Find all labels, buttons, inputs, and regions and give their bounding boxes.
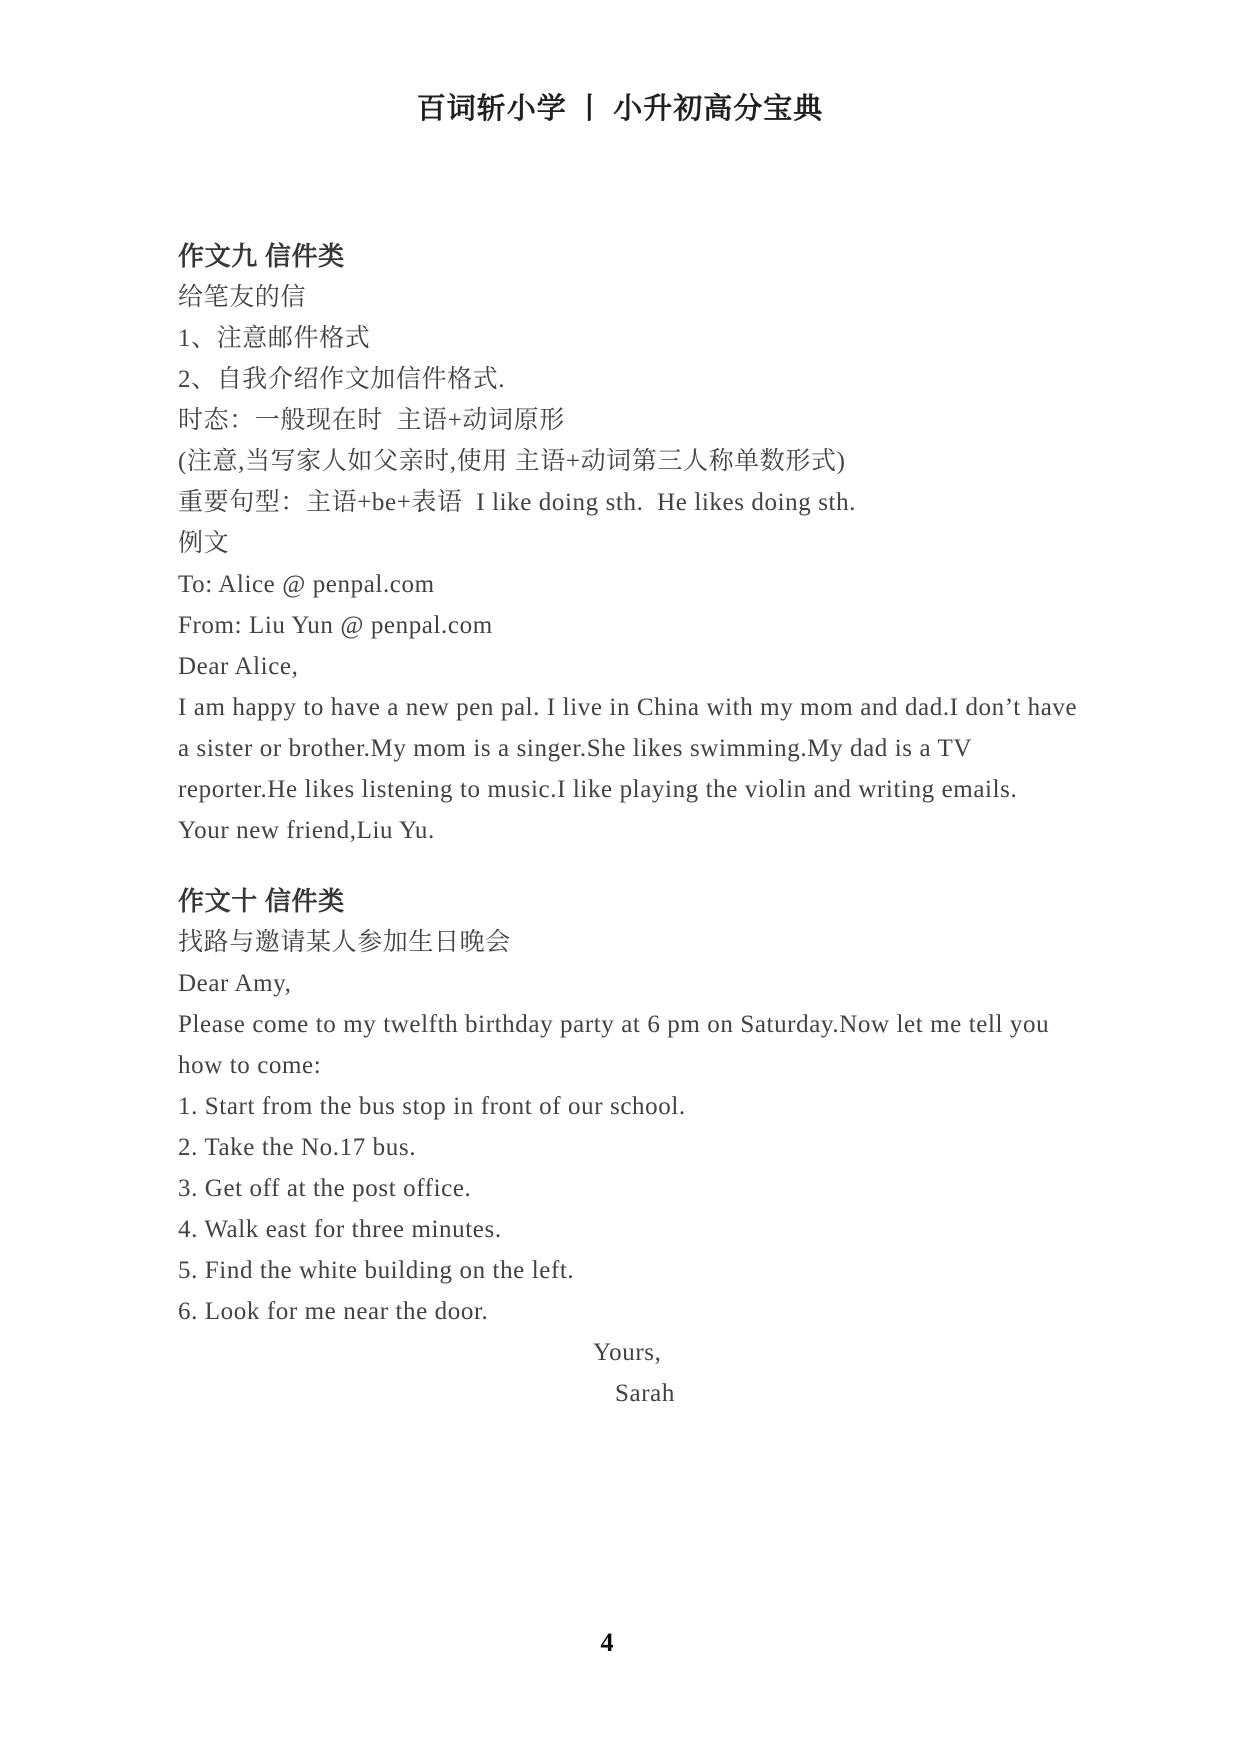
text-line: 找路与邀请某人参加生日晚会 xyxy=(178,929,511,956)
letter-signature: Your new friend,Liu Yu. xyxy=(178,817,435,844)
text-line: 1、注意邮件格式 xyxy=(178,325,371,352)
list-item: 3. Get off at the post office. xyxy=(178,1175,472,1202)
list-item: 1. Start from the bus stop in front of our school. xyxy=(178,1093,686,1120)
page-number: 4 xyxy=(600,1628,614,1657)
letter-salutation: Dear Alice, xyxy=(178,653,299,680)
list-item: 6. Look for me near the door. xyxy=(178,1298,489,1325)
letter-signature: Sarah xyxy=(615,1380,675,1407)
section-10-title: 作文十 信件类 xyxy=(178,887,345,916)
section-9-title: 作文九 信件类 xyxy=(178,242,345,271)
list-item: 5. Find the white building on the left. xyxy=(178,1257,575,1284)
text-line: (注意,当写家人如父亲时,使用 主语+动词第三人称单数形式) xyxy=(178,448,846,475)
text-line: 时态：一般现在时 主语+动词原形 xyxy=(178,407,565,434)
letter-body-line: how to come: xyxy=(178,1052,322,1079)
letter-body-line: reporter.He likes listening to music.I like playing the violin and writing emails. xyxy=(178,776,1018,803)
letter-body-line: I am happy to have a new pen pal. I live in China with my mom and dad.I don’t have xyxy=(178,694,1078,721)
letter-closing: Yours, xyxy=(593,1339,662,1366)
text-line: 例文 xyxy=(178,530,230,557)
letter-to-line: To: Alice @ penpal.com xyxy=(178,571,435,598)
letter-body-line: Please come to my twelfth birthday party at 6 pm on Saturday.Now let me tell you xyxy=(178,1011,1050,1038)
text-line: 重要句型：主语+be+表语 I like doing sth. He likes doing sth. xyxy=(178,489,857,516)
text-line: 给笔友的信 xyxy=(178,284,307,311)
letter-salutation: Dear Amy, xyxy=(178,970,292,997)
letter-from-line: From: Liu Yun @ penpal.com xyxy=(178,612,493,639)
section-essay-10 xyxy=(178,881,1098,1414)
list-item: 2. Take the No.17 bus. xyxy=(178,1134,417,1161)
list-item: 4. Walk east for three minutes. xyxy=(178,1216,502,1243)
document-header-title: 百词斩小学 丨 小升初高分宝典 xyxy=(416,93,824,125)
text-line: 2、自我介绍作文加信件格式. xyxy=(178,366,506,393)
letter-body-line: a sister or brother.My mom is a singer.She likes swimming.My dad is a TV xyxy=(178,735,973,762)
section-essay-9 xyxy=(178,236,1098,851)
document-body xyxy=(178,236,1098,1414)
